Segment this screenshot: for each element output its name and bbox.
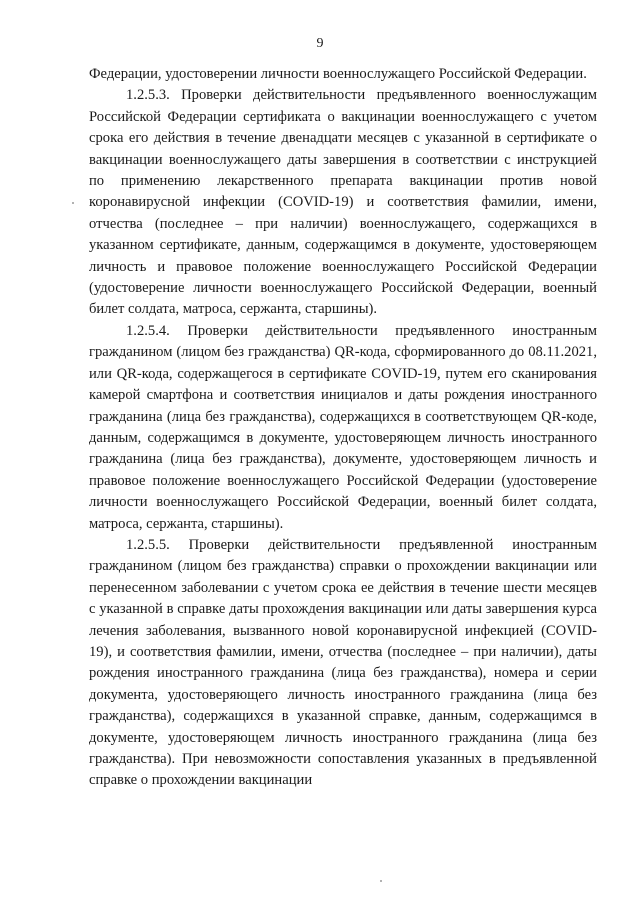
paragraph-1-2-5-3: 1.2.5.3. Проверки действительности предъявленного военнослужащим Российской Федерации сертификата о вакцинации военнослужащего с учетом срока его действия в течение двенадцати месяцев с указанной в сертификате о вакцинации военнослужащего даты завершения в соответствии с инструкцией по применению лекарственного препарата вакцинации против новой коронавирусной инфекции (COVID-19) и соответствия фамилии, имени, отчества (последнее – при наличии) военнослужащего, содержащихся в указанном сертификате, данным, содержащимся в документе, удостоверяющем личность и правовое положение военнослужащего Российской Федерации (удостоверение личности военнослужащего Российской Федерации, военный билет солдата, матроса, сержанта, старшины). — [89, 87, 597, 318]
paragraph-continuation: Федерации, удостоверении личности военнослужащего Российской Федерации. — [89, 66, 587, 82]
scan-speck — [380, 880, 382, 882]
paragraph-1-2-5-4: 1.2.5.4. Проверки действительности предъявленного иностранным гражданином (лицом без гражданства) QR-кода, сформированного до 08.11.2021, или QR-кода, содержащегося в сертификате COVID-19, путем его сканирования камерой смартфона и соответствия инициалов и даты рождения иностранного гражданина (лица без гражданства), содержащихся в соответствующем QR-коде, данным, содержащимся в документе, удостоверяющем личность иностранного гражданина (лица без гражданства), документе, удостоверяющем личность и правовое положение военнослужащего Российской Федерации (удостоверение личности военнослужащего Российской Федерации, военный билет солдата, матроса, сержанта, старшины). — [89, 322, 597, 532]
page-number: 9 — [316, 36, 324, 51]
paragraph-1-2-5-5: 1.2.5.5. Проверки действительности предъявленной иностранным гражданином (лицом без гражданства) справки о прохождении вакцинации или перенесенном заболевании с учетом срока ее действия в течение шести месяцев с указанной в справке даты прохождения вакцинации или даты завершения курса лечения заболевания, вызванного новой коронавирусной инфекцией (COVID-19), и соответствия фамилии, имени, отчества (последнее – при наличии), даты рождения иностранного гражданина (лица без гражданства), номера и серии документа, удостоверяющего личность иностранного гражданина (лица без гражданства), содержащихся в указанной справке, данным, содержащимся в документе, удостоверяющем личность иностранного гражданина (лица без гражданства). При невозможности сопоставления указанных в предъявленной справке о прохождении вакцинации — [89, 536, 597, 789]
scan-speck — [72, 202, 74, 204]
document-body — [89, 64, 597, 792]
